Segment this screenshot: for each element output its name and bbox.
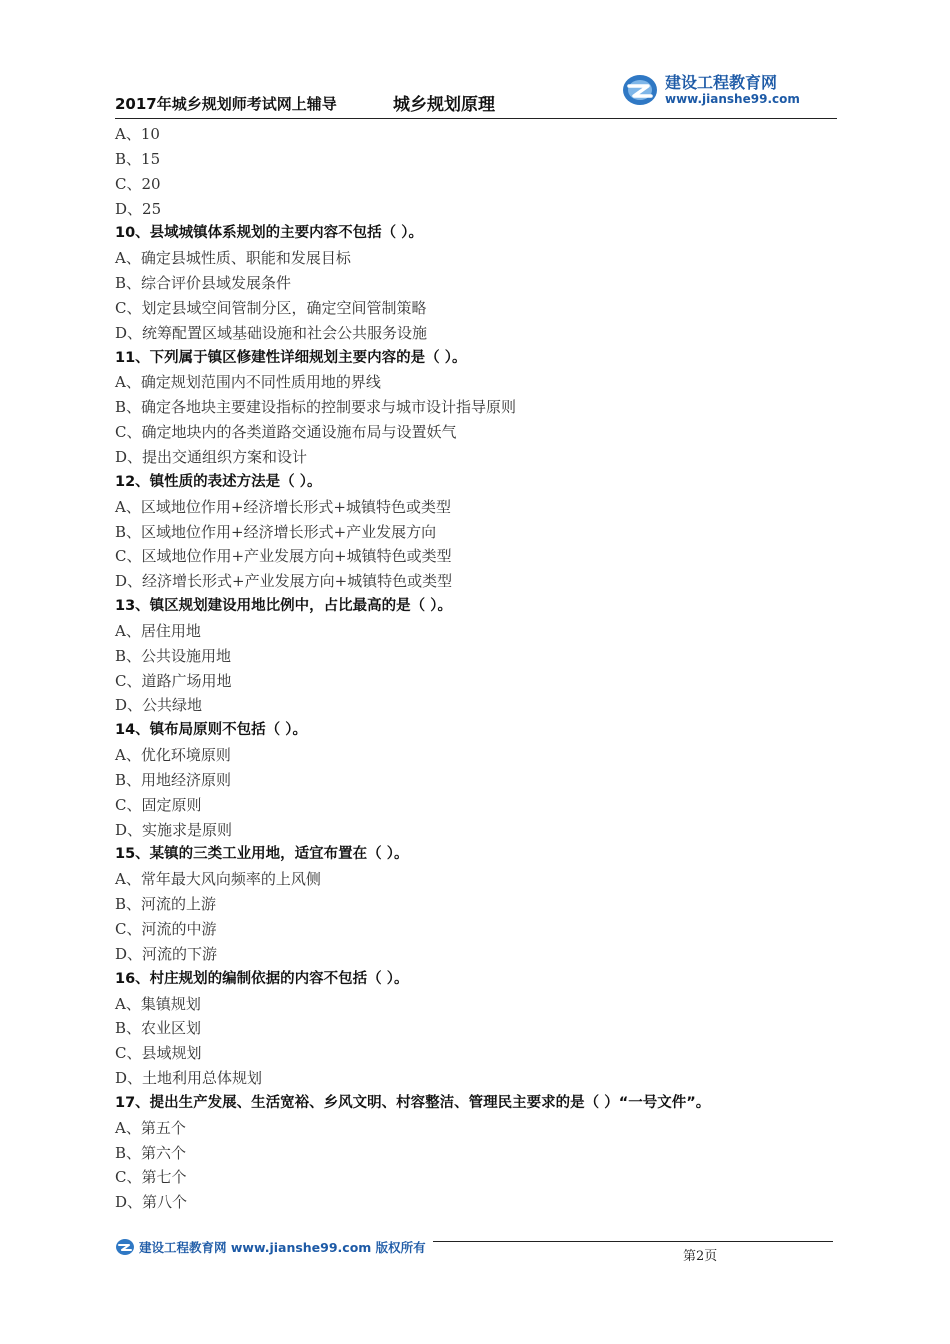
answer-option: A、区域地位作用+经济增长形式+城镇特色或类型	[115, 497, 451, 516]
question-stem: 16、村庄规划的编制依据的内容不包括（ ）。	[115, 970, 409, 987]
subject-title: 城乡规划原理	[393, 95, 495, 115]
answer-option: A、常年最大风向频率的上风侧	[115, 870, 321, 889]
logo-url: www.jianshe99.com	[665, 92, 800, 106]
answer-option: C、区域地位作用+产业发展方向+城镇特色或类型	[115, 547, 452, 566]
question-list	[115, 122, 835, 1215]
answer-option: D、提出交通组织方案和设计	[115, 447, 308, 466]
exam-title: 2017年城乡规划师考试网上辅导	[115, 95, 337, 113]
answer-option: D、第八个	[115, 1193, 188, 1212]
answer-option: C、河流的中游	[115, 920, 217, 938]
page-header	[115, 64, 837, 119]
footer-rule	[433, 1241, 833, 1242]
answer-option: D、统筹配置区域基础设施和社会公共服务设施	[115, 323, 428, 342]
answer-option: A、居住用地	[115, 621, 201, 640]
answer-option: B、区域地位作用+经济增长形式+产业发展方向	[115, 522, 437, 541]
answer-option: A、集镇规划	[115, 994, 201, 1013]
answer-option: D、土地利用总体规划	[115, 1069, 263, 1088]
answer-option: C、20	[115, 174, 161, 193]
question-stem: 17、提出生产发展、生活宽裕、乡风文明、村容整洁、管理民主要求的是（ ）“一号文件”。	[115, 1094, 711, 1111]
answer-option: B、确定各地块主要建设指标的控制要求与城市设计指导原则	[115, 398, 517, 417]
answer-option: D、公共绿地	[115, 696, 203, 715]
answer-option: B、综合评价县域发展条件	[115, 274, 292, 293]
answer-option: B、河流的上游	[115, 895, 217, 914]
logo-swirl-icon	[621, 72, 659, 108]
answer-option: B、第六个	[115, 1143, 187, 1162]
question-stem: 14、镇布局原则不包括（ ）。	[115, 722, 307, 739]
answer-option: B、农业区划	[115, 1019, 202, 1038]
answer-option: D、25	[115, 199, 162, 218]
answer-option: C、第七个	[115, 1168, 187, 1187]
answer-option: A、确定县城性质、职能和发展目标	[115, 249, 351, 268]
answer-option: A、确定规划范围内不同性质用地的界线	[115, 373, 381, 392]
answer-option: A、优化环境原则	[115, 746, 231, 765]
answer-option: B、公共设施用地	[115, 646, 232, 665]
answer-option: C、固定原则	[115, 795, 202, 814]
answer-option: A、第五个	[115, 1118, 186, 1137]
answer-option: D、经济增长形式+产业发展方向+城镇特色或类型	[115, 572, 453, 591]
question-stem: 13、镇区规划建设用地比例中，占比最高的是（ ）。	[115, 598, 452, 615]
question-stem: 11、下列属于镇区修建性详细规划主要内容的是（ ）。	[115, 349, 467, 366]
answer-option: C、确定地块内的各类道路交通设施布局与设置妖气	[115, 423, 457, 442]
question-stem: 10、县域城镇体系规划的主要内容不包括（ ）。	[115, 225, 423, 242]
answer-option: B、15	[115, 149, 161, 168]
footer-copyright: 建设工程教育网 www.jianshe99.com 版权所有	[139, 1240, 426, 1255]
page-number: 第2页	[683, 1249, 718, 1264]
logo-name: 建设工程教育网	[665, 73, 778, 92]
question-stem: 15、某镇的三类工业用地，适宜布置在（ ）。	[115, 846, 409, 863]
logo-swirl-icon	[115, 1238, 135, 1256]
page-footer	[115, 1236, 833, 1266]
site-logo[interactable]	[621, 70, 800, 112]
answer-option: D、实施求是原则	[115, 820, 233, 839]
answer-option: C、划定县域空间管制分区，确定空间管制策略	[115, 298, 427, 317]
answer-option: D、河流的下游	[115, 944, 218, 963]
answer-option: A、10	[115, 125, 160, 143]
answer-option: C、县域规划	[115, 1044, 202, 1063]
answer-option: B、用地经济原则	[115, 770, 232, 789]
question-stem: 12、镇性质的表述方法是（ ）。	[115, 473, 322, 490]
answer-option: C、道路广场用地	[115, 671, 232, 690]
